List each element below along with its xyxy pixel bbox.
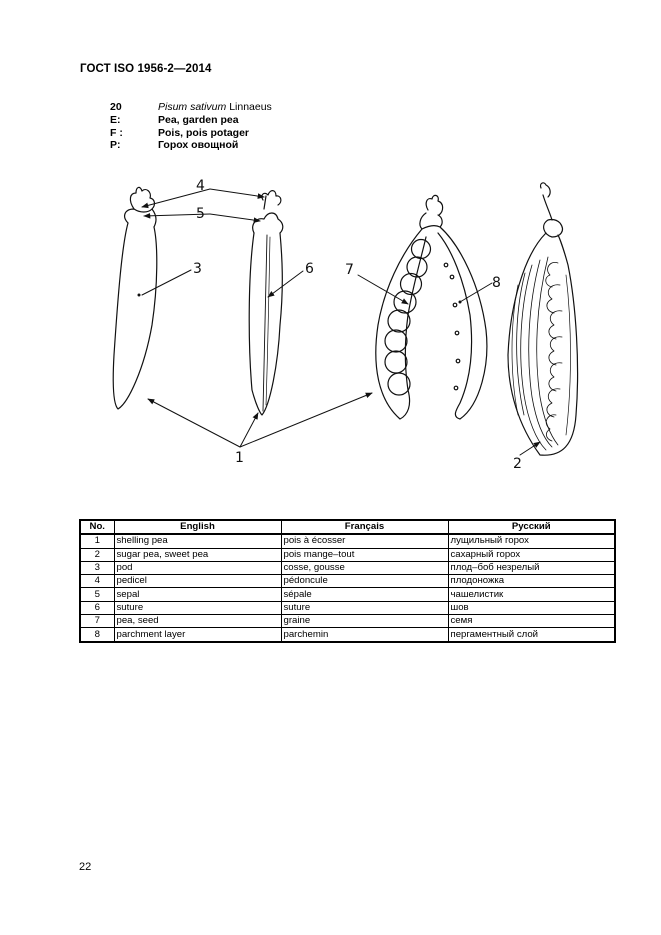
cell-russian: плод–боб незрелый bbox=[448, 561, 615, 574]
cell-russian: семя bbox=[448, 615, 615, 628]
cell-french: graine bbox=[281, 615, 448, 628]
cell-russian: плодоножка bbox=[448, 575, 615, 588]
table-row bbox=[80, 561, 615, 574]
species-latin-row bbox=[110, 101, 272, 114]
cell-english: sugar pea, sweet pea bbox=[114, 548, 281, 561]
page-number: 22 bbox=[79, 861, 92, 873]
cell-no: 1 bbox=[80, 534, 114, 548]
cell-english: pea, seed bbox=[114, 615, 281, 628]
table-row bbox=[80, 588, 615, 601]
table-header-row bbox=[80, 520, 615, 534]
pea-drawing bbox=[100, 165, 600, 485]
cell-no: 6 bbox=[80, 601, 114, 614]
column-header-russian: Русский bbox=[448, 520, 615, 534]
cell-russian: лущильный горох bbox=[448, 534, 615, 548]
pod-shelling-pea bbox=[113, 187, 157, 409]
leader-lines bbox=[142, 189, 540, 455]
cell-russian: чашелистик bbox=[448, 588, 615, 601]
cell-french: parchemin bbox=[281, 628, 448, 642]
table-row bbox=[80, 615, 615, 628]
pod-opened bbox=[376, 195, 487, 419]
cell-french: cosse, gousse bbox=[281, 561, 448, 574]
cell-english: sepal bbox=[114, 588, 281, 601]
table-row bbox=[80, 548, 615, 561]
species-entry bbox=[110, 101, 272, 152]
cell-french: pois mange–tout bbox=[281, 548, 448, 561]
latin-binomial: Pisum sativum bbox=[158, 101, 227, 113]
column-header-no: No. bbox=[80, 520, 114, 534]
cell-english: pedicel bbox=[114, 575, 281, 588]
cell-russian: пергаментный слой bbox=[448, 628, 615, 642]
common-name: Pois, pois potager bbox=[158, 126, 250, 139]
terms-table bbox=[79, 519, 616, 643]
callout-2: 2 bbox=[513, 456, 522, 472]
species-name-french bbox=[110, 127, 272, 140]
common-name: Pea, garden pea bbox=[158, 113, 239, 126]
cell-russian: сахарный горох bbox=[448, 548, 615, 561]
latin-author: Linnaeus bbox=[229, 101, 272, 113]
cell-french: sépale bbox=[281, 588, 448, 601]
callout-3: 3 bbox=[193, 261, 202, 277]
cell-french: pois à écosser bbox=[281, 534, 448, 548]
document-header: ГОСТ ISO 1956-2—2014 bbox=[80, 63, 212, 75]
table-row bbox=[80, 628, 615, 642]
table-row bbox=[80, 534, 615, 548]
callout-6: 6 bbox=[305, 261, 314, 277]
pod-sugar-pea bbox=[249, 191, 283, 415]
column-header-french: Français bbox=[281, 520, 448, 534]
cell-no: 7 bbox=[80, 615, 114, 628]
callout-5: 5 bbox=[196, 206, 205, 222]
language-code: E: bbox=[110, 113, 121, 126]
cell-no: 4 bbox=[80, 575, 114, 588]
callout-1: 1 bbox=[235, 450, 244, 466]
cell-french: suture bbox=[281, 601, 448, 614]
cell-russian: шов bbox=[448, 601, 615, 614]
column-header-english: English bbox=[114, 520, 281, 534]
cell-no: 8 bbox=[80, 628, 114, 642]
cell-no: 2 bbox=[80, 548, 114, 561]
figure-callouts bbox=[193, 178, 522, 472]
language-code: F : bbox=[110, 126, 123, 139]
species-latin-name bbox=[158, 101, 272, 114]
common-name: Горох овощной bbox=[158, 139, 239, 152]
species-name-english bbox=[110, 114, 272, 127]
cell-english: shelling pea bbox=[114, 534, 281, 548]
cell-english: suture bbox=[114, 601, 281, 614]
cell-no: 5 bbox=[80, 588, 114, 601]
language-code: P: bbox=[110, 139, 121, 152]
callout-8: 8 bbox=[492, 275, 501, 291]
callout-7: 7 bbox=[345, 262, 354, 278]
cell-no: 3 bbox=[80, 561, 114, 574]
cell-english: pod bbox=[114, 561, 281, 574]
pod-parchment bbox=[508, 183, 578, 455]
pea-illustration bbox=[100, 165, 600, 485]
cell-english: parchment layer bbox=[114, 628, 281, 642]
table-row bbox=[80, 575, 615, 588]
cell-french: pédoncule bbox=[281, 575, 448, 588]
species-number: 20 bbox=[110, 101, 122, 113]
callout-4: 4 bbox=[196, 178, 205, 194]
table-row bbox=[80, 601, 615, 614]
species-name-russian bbox=[110, 139, 272, 152]
